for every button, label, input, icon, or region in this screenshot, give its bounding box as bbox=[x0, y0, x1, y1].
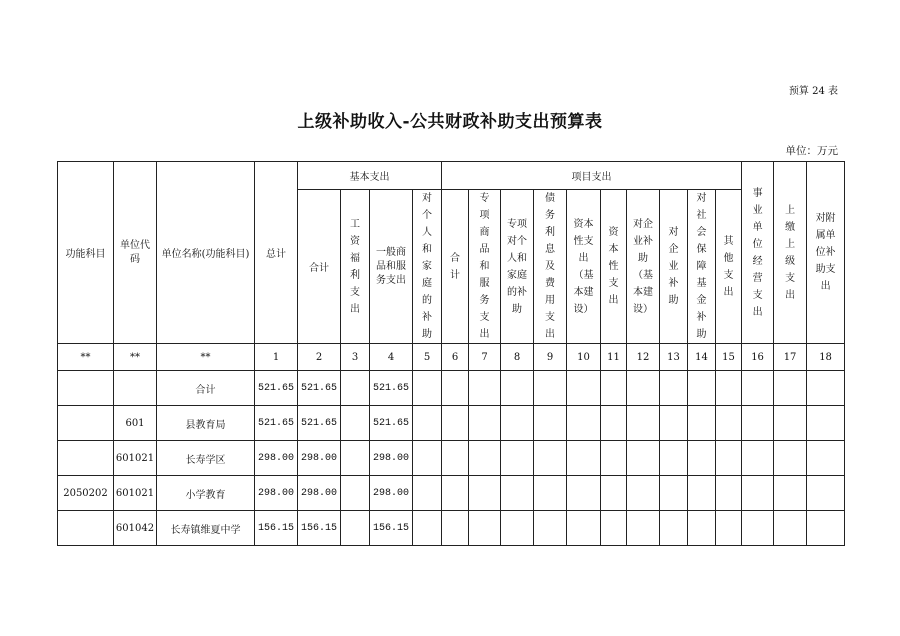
empty-cell bbox=[688, 371, 716, 406]
empty-cell bbox=[716, 511, 742, 546]
header-wages: 工资福利支出 bbox=[341, 190, 370, 344]
empty-cell bbox=[716, 371, 742, 406]
basic-total-cell: 298.00 bbox=[298, 441, 341, 476]
empty-cell bbox=[534, 476, 567, 511]
total-cell: 521.65 bbox=[255, 406, 298, 441]
unit-name-cell: 长寿学区 bbox=[157, 441, 255, 476]
empty-cell bbox=[742, 406, 774, 441]
table-row bbox=[58, 371, 845, 406]
empty-cell bbox=[660, 511, 688, 546]
func-cell bbox=[58, 406, 114, 441]
empty-cell bbox=[469, 441, 501, 476]
table-row bbox=[58, 476, 845, 511]
empty-cell bbox=[742, 371, 774, 406]
goods-cell: 156.15 bbox=[370, 511, 413, 546]
header-capital: 资本性支出 bbox=[601, 190, 627, 344]
header-p-goods: 专项商品和服务支出 bbox=[469, 190, 501, 344]
empty-cell bbox=[413, 371, 442, 406]
empty-cell bbox=[660, 441, 688, 476]
empty-cell bbox=[627, 476, 660, 511]
basic-total-cell: 521.65 bbox=[298, 371, 341, 406]
func-cell bbox=[58, 441, 114, 476]
empty-cell bbox=[601, 371, 627, 406]
func-cell bbox=[58, 511, 114, 546]
header-ent: 对企业补助 bbox=[660, 190, 688, 344]
unit-name-cell: 小学教育 bbox=[157, 476, 255, 511]
index-cell: 4 bbox=[370, 344, 413, 371]
header-project-total: 合计 bbox=[442, 190, 469, 344]
empty-cell bbox=[413, 511, 442, 546]
empty-cell bbox=[688, 511, 716, 546]
goods-cell: 298.00 bbox=[370, 476, 413, 511]
index-cell: 2 bbox=[298, 344, 341, 371]
header-goods: 一般商品和服务支出 bbox=[370, 190, 413, 344]
func-cell: 2050202 bbox=[58, 476, 114, 511]
index-cell: 16 bbox=[742, 344, 774, 371]
header-total: 总计 bbox=[255, 162, 298, 344]
unit-code-cell: 601021 bbox=[114, 476, 157, 511]
empty-cell bbox=[601, 441, 627, 476]
empty-cell bbox=[807, 476, 845, 511]
table-code: 预算 24 表 bbox=[788, 86, 838, 97]
empty-cell bbox=[807, 511, 845, 546]
unit-code-cell bbox=[114, 371, 157, 406]
empty-cell bbox=[627, 511, 660, 546]
empty-cell bbox=[567, 406, 601, 441]
empty-cell bbox=[442, 441, 469, 476]
header-social: 对社会保障基金补助 bbox=[688, 190, 716, 344]
index-cell: 7 bbox=[469, 344, 501, 371]
empty-cell bbox=[442, 406, 469, 441]
header-basic-total: 合计 bbox=[298, 190, 341, 344]
empty-cell bbox=[660, 476, 688, 511]
index-cell: 18 bbox=[807, 344, 845, 371]
unit-name-cell: 长寿镇维夏中学 bbox=[157, 511, 255, 546]
empty-cell bbox=[601, 476, 627, 511]
empty-cell bbox=[442, 371, 469, 406]
total-cell: 156.15 bbox=[255, 511, 298, 546]
header-other: 其他支出 bbox=[716, 190, 742, 344]
empty-cell bbox=[660, 371, 688, 406]
index-cell: 13 bbox=[660, 344, 688, 371]
empty-cell bbox=[660, 406, 688, 441]
empty-cell bbox=[774, 371, 807, 406]
empty-cell bbox=[534, 511, 567, 546]
header-group-basic: 基本支出 bbox=[298, 162, 442, 190]
page-title: 上级补助收入-公共财政补助支出预算表 bbox=[297, 112, 603, 132]
empty-cell bbox=[442, 476, 469, 511]
index-cell: 17 bbox=[774, 344, 807, 371]
empty-cell bbox=[501, 511, 534, 546]
empty-cell bbox=[807, 406, 845, 441]
header-debt: 债务利息及费用支出 bbox=[534, 190, 567, 344]
wages-cell bbox=[341, 406, 370, 441]
index-cell: ** bbox=[114, 344, 157, 371]
index-cell: 14 bbox=[688, 344, 716, 371]
header-unit-name: 单位名称(功能科目) bbox=[157, 162, 255, 344]
empty-cell bbox=[688, 441, 716, 476]
total-cell: 521.65 bbox=[255, 371, 298, 406]
unit-code-cell: 601021 bbox=[114, 441, 157, 476]
empty-cell bbox=[413, 406, 442, 441]
empty-cell bbox=[716, 476, 742, 511]
header-p-personal: 专项对个人和家庭的补助 bbox=[501, 190, 534, 344]
empty-cell bbox=[501, 371, 534, 406]
unit-code-cell: 601 bbox=[114, 406, 157, 441]
index-cell: ** bbox=[58, 344, 114, 371]
index-cell: 5 bbox=[413, 344, 442, 371]
index-cell: 11 bbox=[601, 344, 627, 371]
index-row bbox=[58, 344, 845, 371]
header-capital-build: 资本性支出（基本建设） bbox=[567, 190, 601, 344]
empty-cell bbox=[774, 511, 807, 546]
empty-cell bbox=[534, 441, 567, 476]
total-cell: 298.00 bbox=[255, 476, 298, 511]
empty-cell bbox=[716, 406, 742, 441]
goods-cell: 521.65 bbox=[370, 371, 413, 406]
header-unit-code: 单位代码 bbox=[114, 162, 157, 344]
empty-cell bbox=[742, 511, 774, 546]
basic-total-cell: 521.65 bbox=[298, 406, 341, 441]
unit-code-cell: 601042 bbox=[114, 511, 157, 546]
empty-cell bbox=[469, 406, 501, 441]
empty-cell bbox=[501, 406, 534, 441]
table-row bbox=[58, 441, 845, 476]
empty-cell bbox=[807, 371, 845, 406]
empty-cell bbox=[501, 441, 534, 476]
wages-cell bbox=[341, 371, 370, 406]
wages-cell bbox=[341, 476, 370, 511]
empty-cell bbox=[534, 371, 567, 406]
empty-cell bbox=[567, 476, 601, 511]
header-upper: 上缴上级支出 bbox=[774, 162, 807, 344]
index-cell: 1 bbox=[255, 344, 298, 371]
basic-total-cell: 156.15 bbox=[298, 511, 341, 546]
empty-cell bbox=[688, 476, 716, 511]
empty-cell bbox=[567, 511, 601, 546]
basic-total-cell: 298.00 bbox=[298, 476, 341, 511]
index-cell: 6 bbox=[442, 344, 469, 371]
empty-cell bbox=[688, 406, 716, 441]
header-group-project: 项目支出 bbox=[442, 162, 742, 190]
unit-name-cell: 县教育局 bbox=[157, 406, 255, 441]
empty-cell bbox=[807, 441, 845, 476]
goods-cell: 521.65 bbox=[370, 406, 413, 441]
empty-cell bbox=[774, 476, 807, 511]
goods-cell: 298.00 bbox=[370, 441, 413, 476]
wages-cell bbox=[341, 441, 370, 476]
empty-cell bbox=[534, 406, 567, 441]
table-row bbox=[58, 406, 845, 441]
budget-table bbox=[57, 161, 845, 546]
header-affiliated: 对附属单位补助支出 bbox=[807, 162, 845, 344]
index-cell: 8 bbox=[501, 344, 534, 371]
empty-cell bbox=[442, 511, 469, 546]
index-cell: 10 bbox=[567, 344, 601, 371]
empty-cell bbox=[627, 371, 660, 406]
header-biz: 事业单位经营支出 bbox=[742, 162, 774, 344]
header-personal: 对个人和家庭的补助 bbox=[413, 190, 442, 344]
empty-cell bbox=[469, 371, 501, 406]
empty-cell bbox=[501, 476, 534, 511]
empty-cell bbox=[469, 511, 501, 546]
empty-cell bbox=[601, 511, 627, 546]
empty-cell bbox=[567, 441, 601, 476]
empty-cell bbox=[742, 476, 774, 511]
empty-cell bbox=[469, 476, 501, 511]
header-ent-build: 对企业补助（基本建设） bbox=[627, 190, 660, 344]
index-cell: 9 bbox=[534, 344, 567, 371]
empty-cell bbox=[413, 441, 442, 476]
empty-cell bbox=[716, 441, 742, 476]
empty-cell bbox=[601, 406, 627, 441]
table-row bbox=[58, 511, 845, 546]
wages-cell bbox=[341, 511, 370, 546]
index-cell: 3 bbox=[341, 344, 370, 371]
index-cell: 12 bbox=[627, 344, 660, 371]
func-cell bbox=[58, 371, 114, 406]
unit-name-cell: 合计 bbox=[157, 371, 255, 406]
empty-cell bbox=[627, 406, 660, 441]
header-func: 功能科目 bbox=[58, 162, 114, 344]
empty-cell bbox=[627, 441, 660, 476]
index-cell: 15 bbox=[716, 344, 742, 371]
total-cell: 298.00 bbox=[255, 441, 298, 476]
empty-cell bbox=[774, 406, 807, 441]
empty-cell bbox=[567, 371, 601, 406]
unit-label: 单位：万元 bbox=[785, 145, 838, 157]
empty-cell bbox=[413, 476, 442, 511]
index-cell: ** bbox=[157, 344, 255, 371]
empty-cell bbox=[742, 441, 774, 476]
empty-cell bbox=[774, 441, 807, 476]
